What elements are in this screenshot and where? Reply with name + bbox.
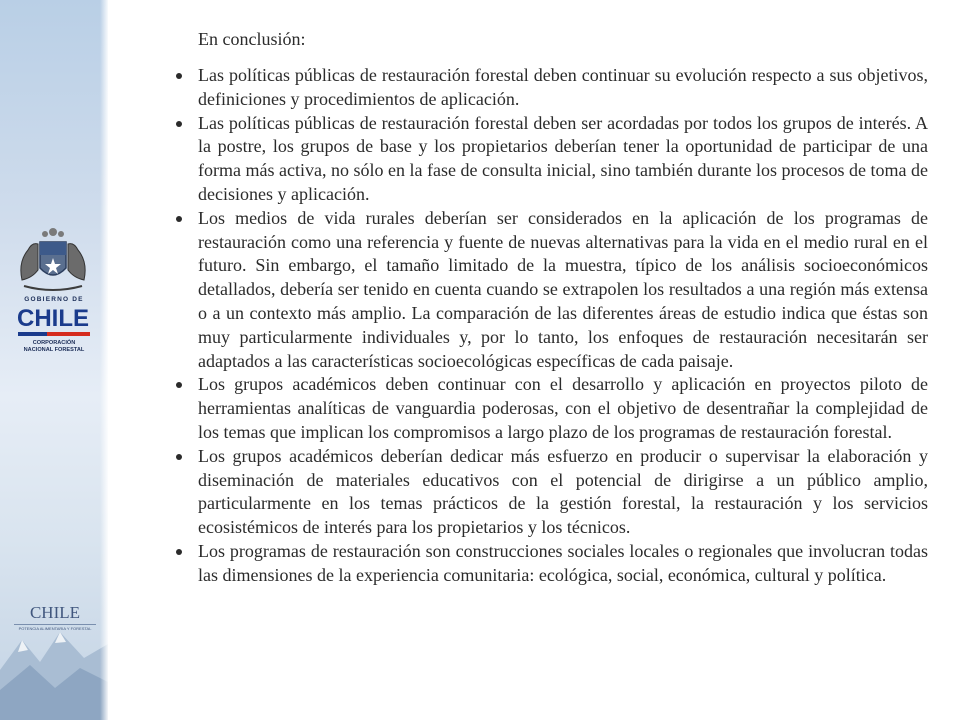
conaf-label bbox=[0, 340, 108, 354]
list-item-text: Las políticas públicas de restauración forestal deben ser acordadas por todos los grupos de interés. A la postre, los grupos de base y los propietarios deberían tener la oportunidad de participar de una forma más activa, no sólo en la fase de consulta inicial, sino también durante los procesos de toma de decisiones y aplicación. bbox=[198, 112, 928, 204]
conaf-label-line1: CORPORACIÓN bbox=[32, 340, 76, 346]
bullet-icon bbox=[176, 216, 182, 222]
list-item bbox=[172, 540, 928, 588]
list-item bbox=[172, 64, 928, 112]
list-item bbox=[172, 112, 928, 207]
conaf-label-line2: NACIONAL FORESTAL bbox=[23, 347, 85, 353]
bullet-icon bbox=[176, 382, 182, 388]
chile-brand-logo: CHILE bbox=[29, 603, 81, 622]
bullet-icon bbox=[176, 73, 182, 79]
sidebar-banner bbox=[0, 0, 108, 720]
list-item-text: Los grupos académicos deben continuar con el desarrollo y aplicación en proyectos piloto de herramientas analíticas de vanguardia poderosas, con el objetivo de desentrañar la complejidad de los temas que implican los compromisos a largo plazo de los programas de restauración forestal. bbox=[198, 374, 928, 442]
chile-logo-text: CHILE bbox=[17, 305, 89, 332]
mountain-illustration bbox=[0, 610, 108, 720]
bullet-icon bbox=[176, 121, 182, 127]
chile-flag-bar bbox=[18, 332, 90, 336]
section-heading: En conclusión: bbox=[198, 29, 306, 49]
bullet-icon bbox=[176, 549, 182, 555]
list-item-text: Los programas de restauración son construcciones sociales locales o regionales que involucran todas las dimensiones de la experiencia comunitaria: ecológica, social, económica, cultural y política. bbox=[198, 540, 928, 585]
list-item bbox=[172, 373, 928, 444]
bullet-icon bbox=[176, 454, 182, 460]
list-item bbox=[172, 207, 928, 374]
list-item-text: Los grupos académicos deberían dedicar más esfuerzo en producir o supervisar la elaboración y diseminación de materiales educativos con el potencial de dirigirse a un público amplio, particularmente en los temas prácticos de la gestión forestal, la restauración y los servicios ecosistémicos de interés para los propietarios y los técnicos. bbox=[198, 445, 928, 538]
list-item-text: Las políticas públicas de restauración forestal deben continuar su evolución respecto a sus objetivos, definiciones y procedimientos de aplicación. bbox=[198, 65, 928, 109]
list-item-text: Los medios de vida rurales deberían ser considerados en la aplicación de los programas de restauración como una referencia y fuente de nuevas alternativas para la vida en el medio rural en el futuro. Sin embargo, el tamaño limitado de la muestra, típico de los análisis socioeconómicos detallados, debería ser tenido en cuenta cuando se extrapolen los resultados a una región más extensa o a un contexto más amplio. La comparación de las diferentes áreas de estudio indica que éstas son muy particularmente individuales y, por lo tanto, los enfoques de restauración necesitarán ser adaptados a las características socioecológicas específicas de cada paisaje. bbox=[198, 207, 928, 371]
gobierno-label: GOBIERNO DE bbox=[24, 296, 84, 303]
document-body bbox=[172, 28, 928, 588]
coat-of-arms-icon bbox=[10, 222, 96, 298]
chile-logo bbox=[14, 306, 92, 332]
list-item bbox=[172, 445, 928, 540]
chile-brand-tagline: POTENCIA ALIMENTARIA Y FORESTAL bbox=[14, 624, 96, 631]
conclusion-list bbox=[172, 64, 928, 588]
